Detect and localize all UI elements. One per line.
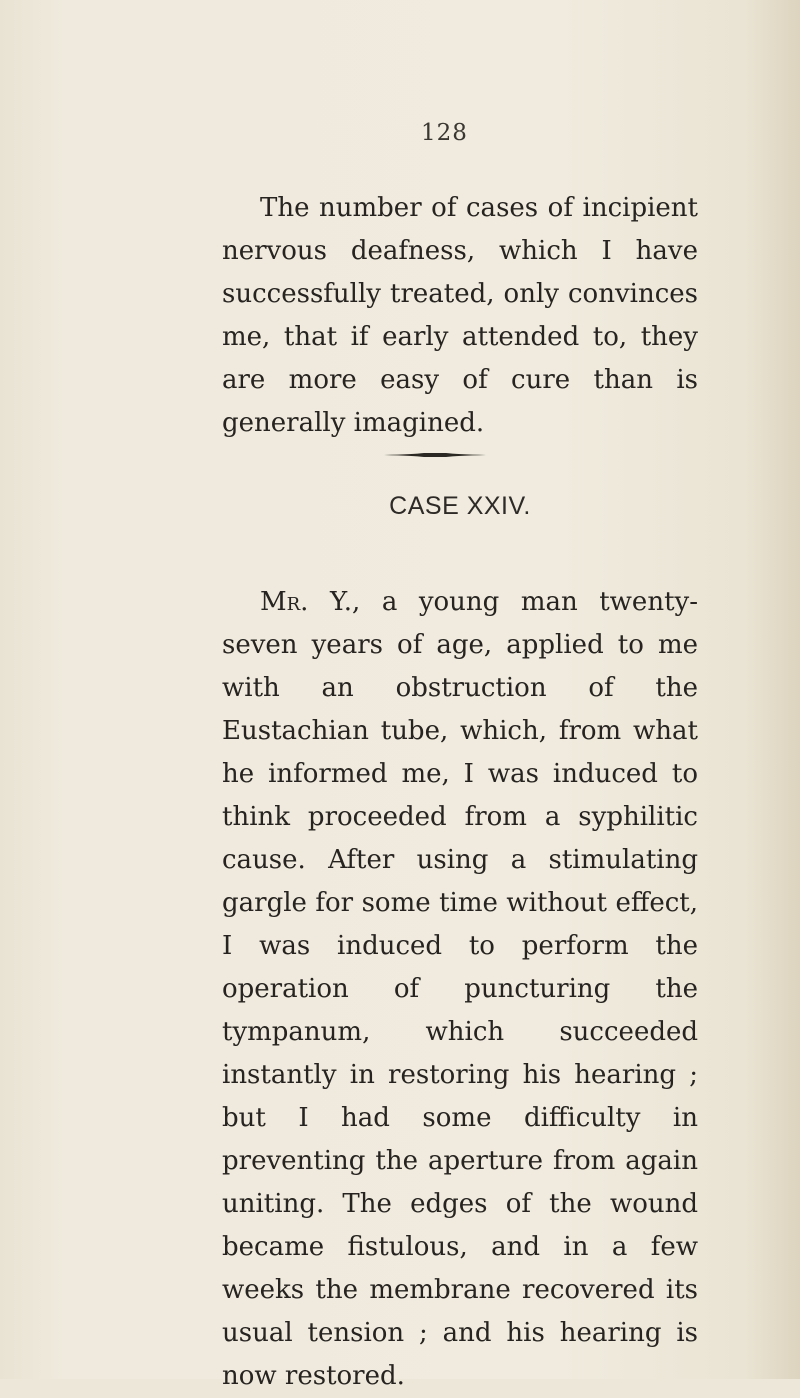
section-divider-ornament [384,452,486,458]
title-abbreviation: Mr. [260,587,309,617]
paragraph-nervous-deafness: The number of cases of incipient nervous deafness, which I have successfully treated, only convinces me, that if early attended to, they are more easy of cure than is generally imagined. [222,193,698,438]
page-number: 128 [421,120,468,146]
paragraph-case-xxiv [222,581,698,1398]
case-body-text: Y., a young man twenty-seven years of age, applied to me with an obstruction of the Eustachian tube, which, from what he informed me, I was induced to think proceeded from a syphilitic cause. After using a stimulating gargle for some time without effect, I was induced to perform the operation of puncturing the tympanum, which succeeded instantly in restoring his hearing ; but I had some difficulty in preventing the aperture from again uniting. The edges of the wound became fistulous, and in a few weeks the membrane recovered its usual tension ; and his hearing is now restored. [222,587,698,1391]
case-heading: CASE XXIV. [389,492,531,520]
